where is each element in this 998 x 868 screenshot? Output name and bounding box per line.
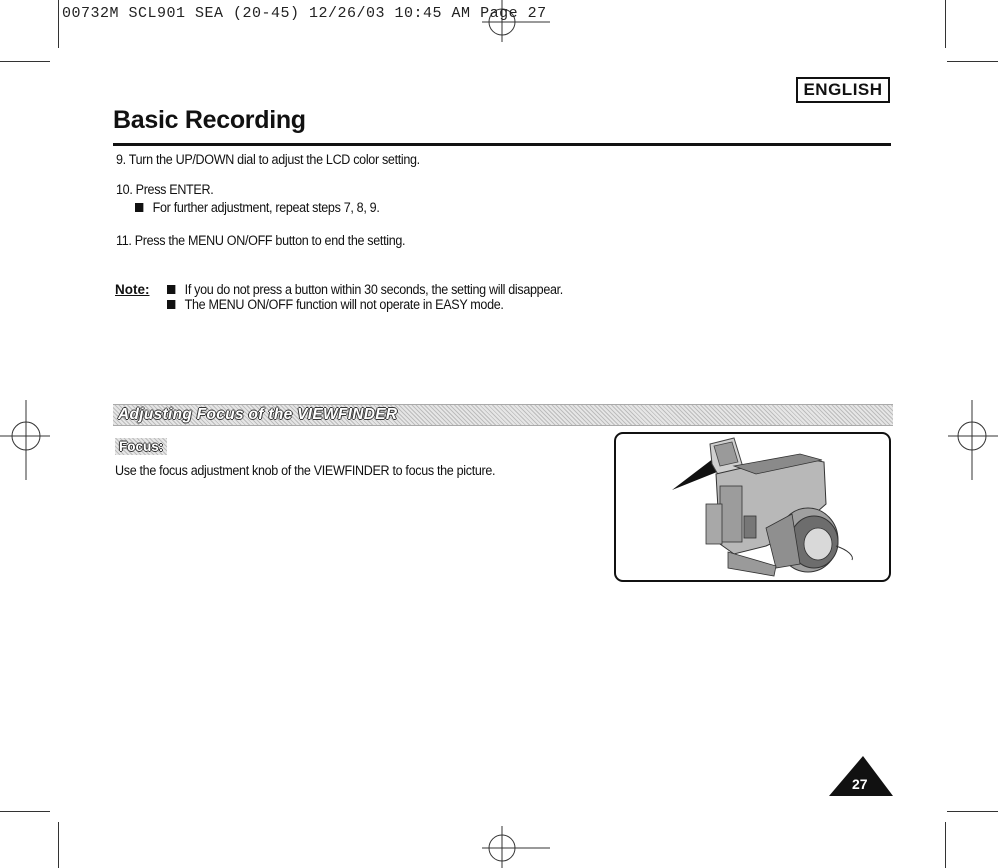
- note-item-text: If you do not press a button within 30 seconds, the setting will disappear.: [184, 282, 563, 297]
- step-10-bullet: [135, 200, 379, 215]
- print-header-slug: 00732M SCL901 SEA (20-45) 12/26/03 10:45 AM Page 27: [62, 5, 547, 22]
- focus-label: Focus:: [115, 438, 167, 455]
- note-item: [167, 297, 504, 312]
- camcorder-viewfinder-illustration-icon: [616, 434, 889, 580]
- bullet-square-icon: [167, 300, 175, 309]
- bullet-square-icon: [167, 285, 175, 294]
- focus-description: Use the focus adjustment knob of the VIEWFINDER to focus the picture.: [115, 463, 496, 478]
- registration-target-icon: [948, 400, 998, 480]
- step-10-detail: For further adjustment, repeat steps 7, 8, 9.: [152, 200, 380, 215]
- step-11: 11. Press the MENU ON/OFF button to end the setting.: [116, 233, 406, 248]
- crop-mark: [947, 811, 998, 812]
- crop-mark: [58, 822, 59, 868]
- registration-target-icon: [482, 826, 552, 868]
- page-number: 27: [852, 776, 868, 792]
- bullet-square-icon: [135, 203, 143, 212]
- crop-mark: [58, 0, 59, 48]
- illustration-frame: [614, 432, 891, 582]
- note-item-text: The MENU ON/OFF function will not operate in EASY mode.: [184, 297, 504, 312]
- title-divider: [113, 143, 891, 146]
- note-item: [167, 282, 563, 297]
- crop-mark: [0, 811, 50, 812]
- crop-mark: [945, 822, 946, 868]
- crop-mark: [0, 61, 50, 62]
- registration-target-icon: [0, 400, 50, 480]
- section-heading: Adjusting Focus of the VIEWFINDER: [118, 406, 398, 423]
- step-9: 9. Turn the UP/DOWN dial to adjust the LCD color setting.: [116, 152, 420, 167]
- page-title: Basic Recording: [113, 106, 306, 134]
- note-label: Note:: [115, 282, 150, 297]
- crop-mark: [945, 0, 946, 48]
- step-10: 10. Press ENTER.: [116, 182, 214, 197]
- language-badge: ENGLISH: [796, 77, 890, 103]
- crop-mark: [947, 61, 998, 62]
